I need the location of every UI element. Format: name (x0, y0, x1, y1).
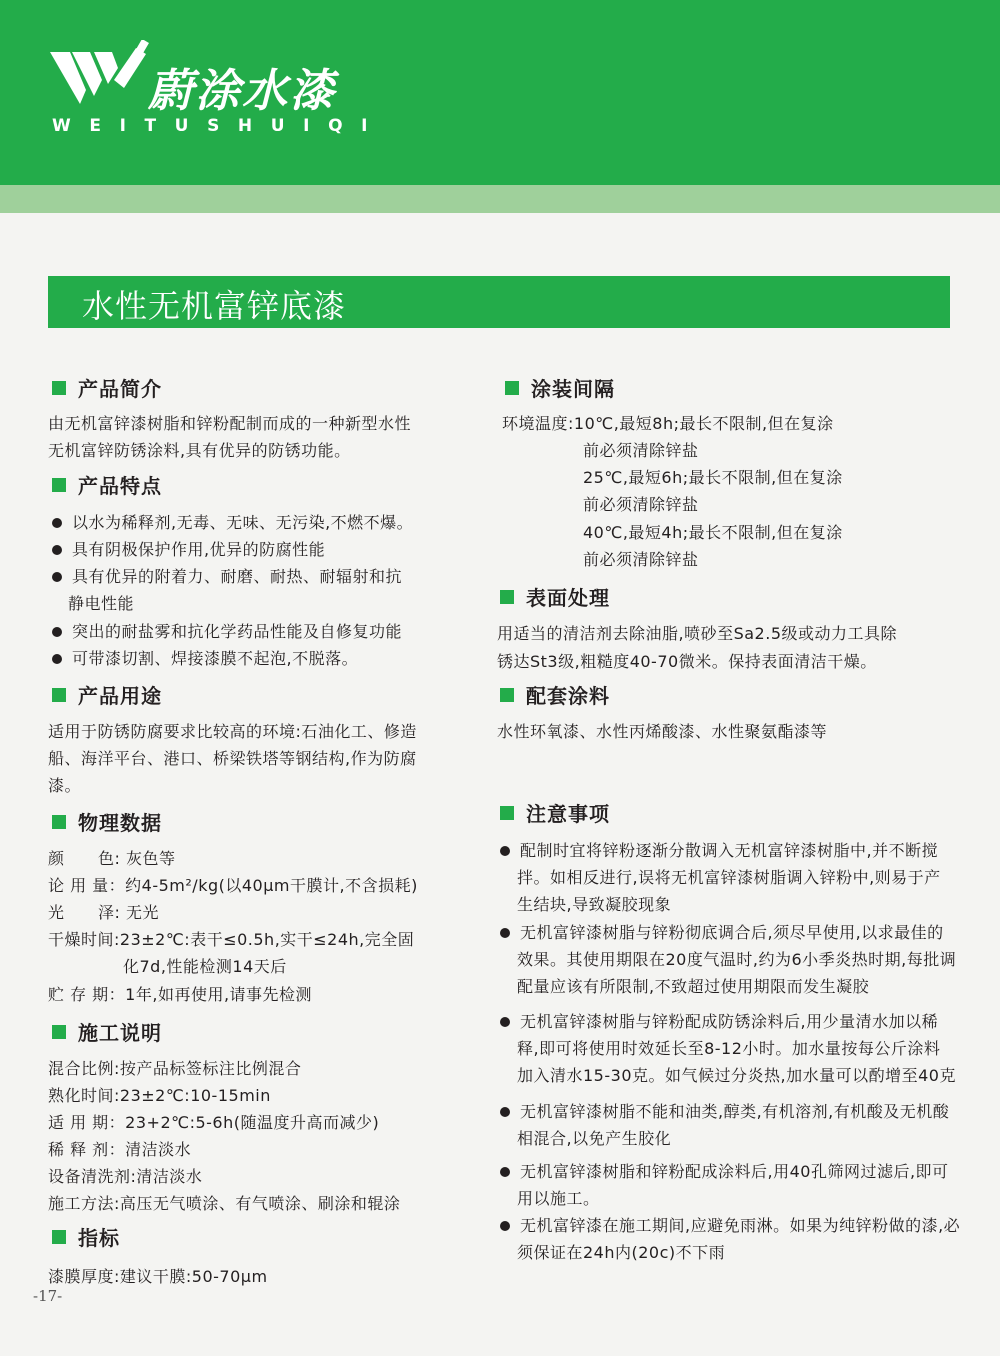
physical-line: 贮 存 期：1年,如再使用,请事先检测 (48, 985, 313, 1004)
note-item-cont: 效果。其使用期限在20度气温时,约为6小季炎热时期,每批调 (517, 950, 957, 969)
application-line: 设备清洗剂:清洁淡水 (48, 1167, 203, 1186)
bullet-dot-icon (52, 545, 62, 555)
square-bullet-icon (52, 815, 66, 829)
intro-line: 由无机富锌漆树脂和锌粉配制而成的一种新型水性 (48, 414, 412, 433)
application-line: 混合比例:按产品标签标注比例混合 (48, 1059, 302, 1078)
note-item-cont: 相混合,以免产生胶化 (517, 1129, 672, 1148)
bullet-dot-icon (500, 928, 510, 938)
usage-line: 漆。 (48, 776, 82, 795)
physical-line: 干燥时间:23±2℃:表干≤0.5h,实干≤24h,完全固 (48, 930, 415, 949)
physical-line: 颜 色: 灰色等 (48, 849, 176, 868)
bullet-dot-icon (500, 1167, 510, 1177)
interval-line: 前必须清除锌盐 (583, 550, 699, 569)
square-bullet-icon (500, 590, 514, 604)
application-line: 稀 释 剂：清洁淡水 (48, 1140, 192, 1159)
bullet-dot-icon (52, 518, 62, 528)
feature-item-cont: 静电性能 (68, 594, 135, 613)
usage-line: 适用于防锈防腐要求比较高的环境:石油化工、修造 (48, 722, 417, 741)
brand-name-en: WEITUSHUIQI (52, 116, 387, 136)
interval-line: 25℃,最短6h;最长不限制,但在复涂 (583, 468, 843, 487)
physical-line: 论 用 量：约4-5m²/kg(以40μm干膜计,不含损耗) (48, 876, 418, 895)
note-item-cont: 须保证在24h内(20c)不下雨 (517, 1243, 726, 1262)
application-line: 熟化时间:23±2℃:10-15min (48, 1086, 271, 1105)
square-bullet-icon (52, 381, 66, 395)
matching-line: 水性环氧漆、水性丙烯酸漆、水性聚氨酯漆等 (497, 722, 828, 741)
bullet-dot-icon (500, 846, 510, 856)
note-item-cont: 生结块,导致凝胶现象 (517, 895, 672, 914)
surface-line: 用适当的清洁剂去除油脂,喷砂至Sa2.5级或动力工具除 (497, 624, 897, 643)
bullet-dot-icon (52, 654, 62, 664)
square-bullet-icon (500, 688, 514, 702)
page-title: 水性无机富锌底漆 (82, 287, 347, 325)
interval-line: 环境温度:10℃,最短8h;最长不限制,但在复涂 (502, 414, 834, 433)
surface-line: 锈达St3级,粗糙度40-70微米。保持表面清洁干燥。 (497, 652, 877, 671)
note-item-cont: 加入清水15-30克。如气候过分炎热,加水量可以酌增至40克 (517, 1066, 956, 1085)
note-item-cont: 释,即可将使用时效延长至8-12小时。加水量按每公斤涂料 (517, 1039, 941, 1058)
square-bullet-icon (52, 688, 66, 702)
square-bullet-icon (52, 1230, 66, 1244)
note-item-cont: 配量应该有所限制,不致超过使用期限而发生凝胶 (517, 977, 870, 996)
interval-line: 前必须清除锌盐 (583, 495, 699, 514)
square-bullet-icon (52, 478, 66, 492)
square-bullet-icon (52, 1025, 66, 1039)
physical-line: 光 泽: 无光 (48, 903, 159, 922)
application-line: 施工方法:高压无气喷涂、有气喷涂、刷涂和辊涂 (48, 1194, 401, 1213)
bullet-dot-icon (52, 627, 62, 637)
title-bar (48, 276, 950, 328)
specs-line: 漆膜厚度:建议干膜:50-70μm (48, 1267, 268, 1286)
brand-logo-icon (50, 40, 150, 108)
header-band (0, 0, 1000, 185)
intro-line: 无机富锌防锈涂料,具有优异的防锈功能。 (48, 441, 351, 460)
note-item-cont: 用以施工。 (517, 1189, 600, 1208)
usage-line: 船、海洋平台、港口、桥梁铁塔等钢结构,作为防腐 (48, 749, 417, 768)
application-line: 适 用 期：23+2℃:5-6h(随温度升高而减少) (48, 1113, 380, 1132)
bullet-dot-icon (500, 1017, 510, 1027)
header-strip (0, 185, 1000, 213)
square-bullet-icon (505, 381, 519, 395)
interval-line: 前必须清除锌盐 (583, 441, 699, 460)
bullet-dot-icon (500, 1221, 510, 1231)
physical-line: 化7d,性能检测14天后 (123, 957, 287, 976)
bullet-dot-icon (52, 572, 62, 582)
square-bullet-icon (500, 806, 514, 820)
interval-line: 40℃,最短4h;最长不限制,但在复涂 (583, 523, 843, 542)
brand-name-cn: 蔚涂水漆 (148, 64, 337, 117)
bullet-dot-icon (500, 1107, 510, 1117)
note-item-cont: 拌。如相反进行,误将无机富锌漆树脂调入锌粉中,则易于产 (517, 868, 941, 887)
page-number: -17- (33, 1287, 63, 1305)
